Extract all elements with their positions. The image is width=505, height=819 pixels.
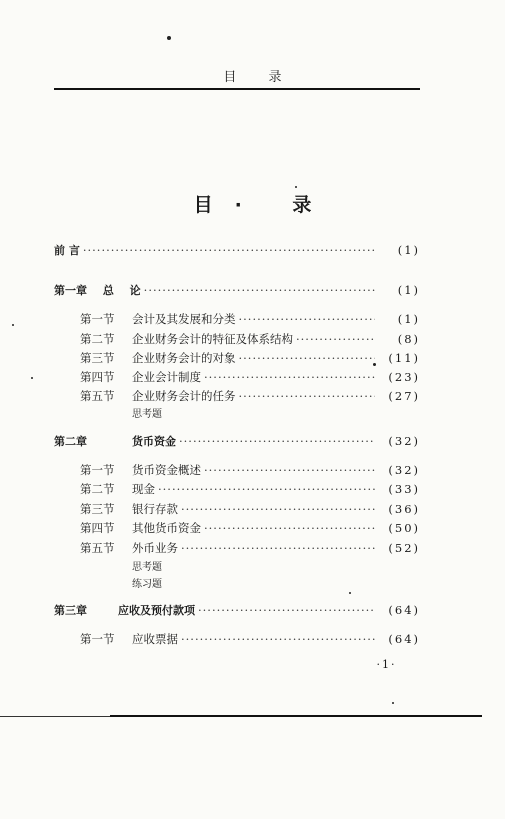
toc-entry-page: (1) xyxy=(397,312,420,326)
toc-entry-label: 第一节 xyxy=(80,632,115,646)
toc-entry-exercise: 思考题 xyxy=(132,409,162,420)
toc-entry-page: (36) xyxy=(388,502,420,516)
toc-entry-label: 前 言 xyxy=(54,244,80,257)
toc-entry-title: 企业财务会计的对象 xyxy=(132,351,236,365)
toc-entry-title: 企业会计制度 xyxy=(132,370,201,384)
toc-entry-title: 货币资金概述 xyxy=(132,463,201,477)
toc-entry-label: 第三节 xyxy=(80,502,115,516)
toc-entry-label: 第五节 xyxy=(80,541,115,555)
toc-entry-section xyxy=(80,501,420,517)
toc-leader xyxy=(181,632,375,646)
toc-entry-section xyxy=(80,631,420,647)
toc-entry-label: 第二章 xyxy=(54,435,87,448)
page-number: ·1· xyxy=(376,658,397,671)
toc-entry-label: 第二节 xyxy=(80,332,115,346)
toc-entry-page: (11) xyxy=(388,351,420,365)
toc-entry-page: (1) xyxy=(397,243,420,257)
toc-entry-chapter-1 xyxy=(54,282,420,298)
toc-entry-label: 第三节 xyxy=(80,351,115,365)
toc-entry-label: 第四节 xyxy=(80,521,115,535)
scan-speck xyxy=(31,377,33,379)
scan-speck xyxy=(373,363,376,366)
toc-entry-page: (64) xyxy=(388,632,420,646)
toc-entry-label: 第二节 xyxy=(80,482,115,496)
toc-entry-page: (32) xyxy=(388,463,420,477)
toc-leader xyxy=(204,370,375,384)
scan-speck xyxy=(392,702,394,704)
toc-entry-title: 货币资金 xyxy=(132,435,176,448)
toc-entry-title: 应收票据 xyxy=(132,632,178,646)
toc-leader xyxy=(181,541,375,555)
toc-entry-preface xyxy=(54,242,420,258)
toc-entry-section xyxy=(80,388,420,404)
scan-speck xyxy=(167,36,171,40)
toc-entry-page: (8) xyxy=(397,332,420,346)
toc-leader xyxy=(296,332,375,346)
toc-entry-title: 现金 xyxy=(132,482,155,496)
toc-entry-exercise: 练习题 xyxy=(132,579,162,590)
footer-rule-left xyxy=(0,716,110,717)
toc-entry-label: 第一章 总 论 xyxy=(54,284,141,297)
toc-entry-section xyxy=(80,540,420,556)
toc-entry-exercise: 思考题 xyxy=(132,562,162,573)
toc-leader xyxy=(181,502,375,516)
toc-entry-page: (27) xyxy=(388,389,420,403)
toc-entry-page: (23) xyxy=(388,370,420,384)
toc-leader xyxy=(179,434,375,448)
toc-entry-title: 外币业务 xyxy=(132,541,178,555)
toc-entry-title: 会计及其发展和分类 xyxy=(132,312,236,326)
toc-entry-title: 银行存款 xyxy=(132,502,178,516)
toc-entry-section xyxy=(80,481,420,497)
toc-entry-title: 其他货币资金 xyxy=(132,521,201,535)
toc-entry-page: (1) xyxy=(397,283,420,297)
toc-entry-label: 第一节 xyxy=(80,463,115,477)
toc-entry-section xyxy=(80,462,420,478)
scan-speck xyxy=(295,186,297,188)
toc-leader xyxy=(239,351,376,365)
toc-leader xyxy=(239,389,376,403)
scan-speck xyxy=(349,592,351,594)
toc-entry-chapter-2 xyxy=(54,433,420,449)
toc-entry-section xyxy=(80,311,420,327)
toc-leader xyxy=(239,312,376,326)
toc-entry-title: 企业财务会计的任务 xyxy=(132,389,236,403)
toc-entry-title: 应收及预付款项 xyxy=(118,604,195,617)
toc-leader xyxy=(144,283,375,297)
toc-leader xyxy=(158,482,375,496)
toc-entry-page: (52) xyxy=(388,541,420,555)
toc-leader xyxy=(204,463,375,477)
footer-rule-right xyxy=(110,715,482,717)
toc-entry-page: (32) xyxy=(388,434,420,448)
toc-entry-section xyxy=(80,350,420,366)
running-head: 目 录 xyxy=(223,70,296,85)
toc-entry-page: (33) xyxy=(388,482,420,496)
toc-entry-page: (64) xyxy=(388,603,420,617)
toc-leader xyxy=(198,603,375,617)
toc-entry-section xyxy=(80,331,420,347)
toc-entry-section xyxy=(80,369,420,385)
toc-entry-label: 第四节 xyxy=(80,370,115,384)
page-title: 目· 录 xyxy=(193,194,334,216)
scan-speck xyxy=(12,324,14,326)
toc-leader xyxy=(204,521,375,535)
toc-entry-label: 第三章 xyxy=(54,604,87,617)
header-rule xyxy=(54,88,420,90)
toc-leader xyxy=(83,243,375,257)
toc-entry-section xyxy=(80,520,420,536)
toc-entry-label: 第五节 xyxy=(80,389,115,403)
toc-entry-chapter-3 xyxy=(54,602,420,618)
toc-entry-page: (50) xyxy=(388,521,420,535)
toc-entry-title: 企业财务会计的特征及体系结构 xyxy=(132,332,293,346)
toc-entry-label: 第一节 xyxy=(80,312,115,326)
